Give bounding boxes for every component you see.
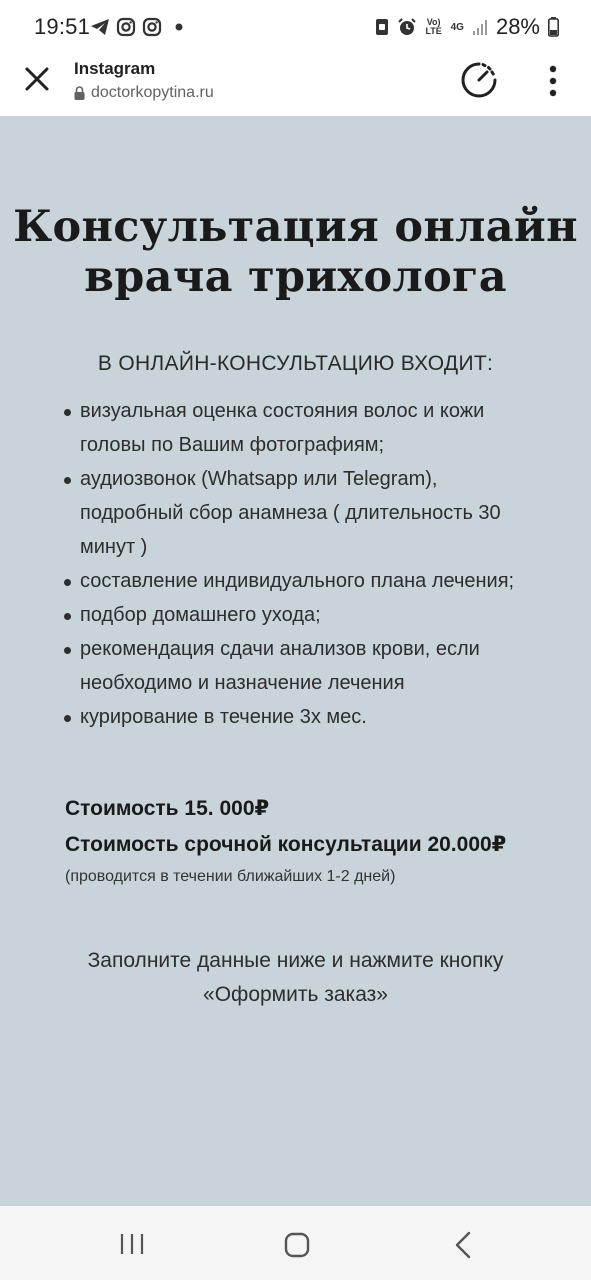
- close-icon[interactable]: [22, 64, 52, 94]
- battery-icon: [548, 17, 559, 37]
- page-title-line-2: врача трихолога: [84, 252, 507, 302]
- browser-header: [0, 56, 591, 116]
- list-item: аудиозвонок (Whatsapp или Telegram), подробный сбор анамнеза ( длительность 30 минут ): [64, 462, 544, 564]
- page-title-line-1: Консультация онлайн: [13, 202, 578, 252]
- alarm-icon: [397, 17, 417, 37]
- urgent-price-note: (проводится в течении ближайших 1-2 дней): [65, 868, 396, 885]
- list-item: курирование в течение 3х мес.: [64, 700, 544, 734]
- page-content: [0, 116, 591, 1206]
- lock-screen-icon: [375, 17, 389, 37]
- price-label: Стоимость 15. 000₽: [65, 797, 270, 820]
- url-display[interactable]: [74, 84, 214, 102]
- back-icon[interactable]: [454, 1231, 472, 1259]
- url-text: doctorkopytina.ru: [91, 84, 214, 101]
- battery-percentage: 28%: [495, 14, 540, 39]
- instagram-icon: [142, 17, 162, 37]
- 4g-icon: 4G: [450, 21, 464, 33]
- system-icons: [375, 14, 559, 40]
- page-source-title: Instagram: [74, 59, 156, 78]
- telegram-icon: [90, 18, 110, 36]
- includes-list: [64, 394, 544, 734]
- home-icon[interactable]: [284, 1232, 310, 1258]
- includes-heading: В ОНЛАЙН-КОНСУЛЬТАЦИЮ ВХОДИТ:: [97, 352, 494, 375]
- urgent-price-label: Стоимость срочной консультации 20.000₽: [65, 833, 507, 856]
- order-instructions-line-2: «Оформить заказ»: [203, 983, 388, 1006]
- list-item: рекомендация сдачи анализов крови, если необходимо и назначение лечения: [64, 632, 544, 700]
- list-item: подбор домашнего ухода;: [64, 598, 544, 632]
- recents-icon[interactable]: [119, 1232, 145, 1256]
- list-item: составление индивидуального плана лечения;: [64, 564, 544, 598]
- status-bar: [0, 0, 591, 56]
- timer-icon[interactable]: [460, 61, 498, 99]
- more-options-icon[interactable]: [540, 64, 566, 98]
- lock-icon: [74, 86, 85, 100]
- instagram-icon: [116, 17, 136, 37]
- list-item: визуальная оценка состояния волос и кожи головы по Вашим фотографиям;: [64, 394, 544, 462]
- signal-icon: [472, 18, 488, 36]
- page-title: [0, 202, 591, 302]
- status-time: 19:51: [34, 14, 91, 39]
- volte-icon: Vo) LTE: [425, 17, 442, 36]
- order-instructions-line-1: Заполните данные ниже и нажмите кнопку: [87, 949, 504, 972]
- system-nav-bar: [0, 1206, 591, 1280]
- notification-icons: [90, 17, 186, 37]
- dot-icon: [172, 20, 186, 34]
- order-instructions: [0, 944, 591, 1012]
